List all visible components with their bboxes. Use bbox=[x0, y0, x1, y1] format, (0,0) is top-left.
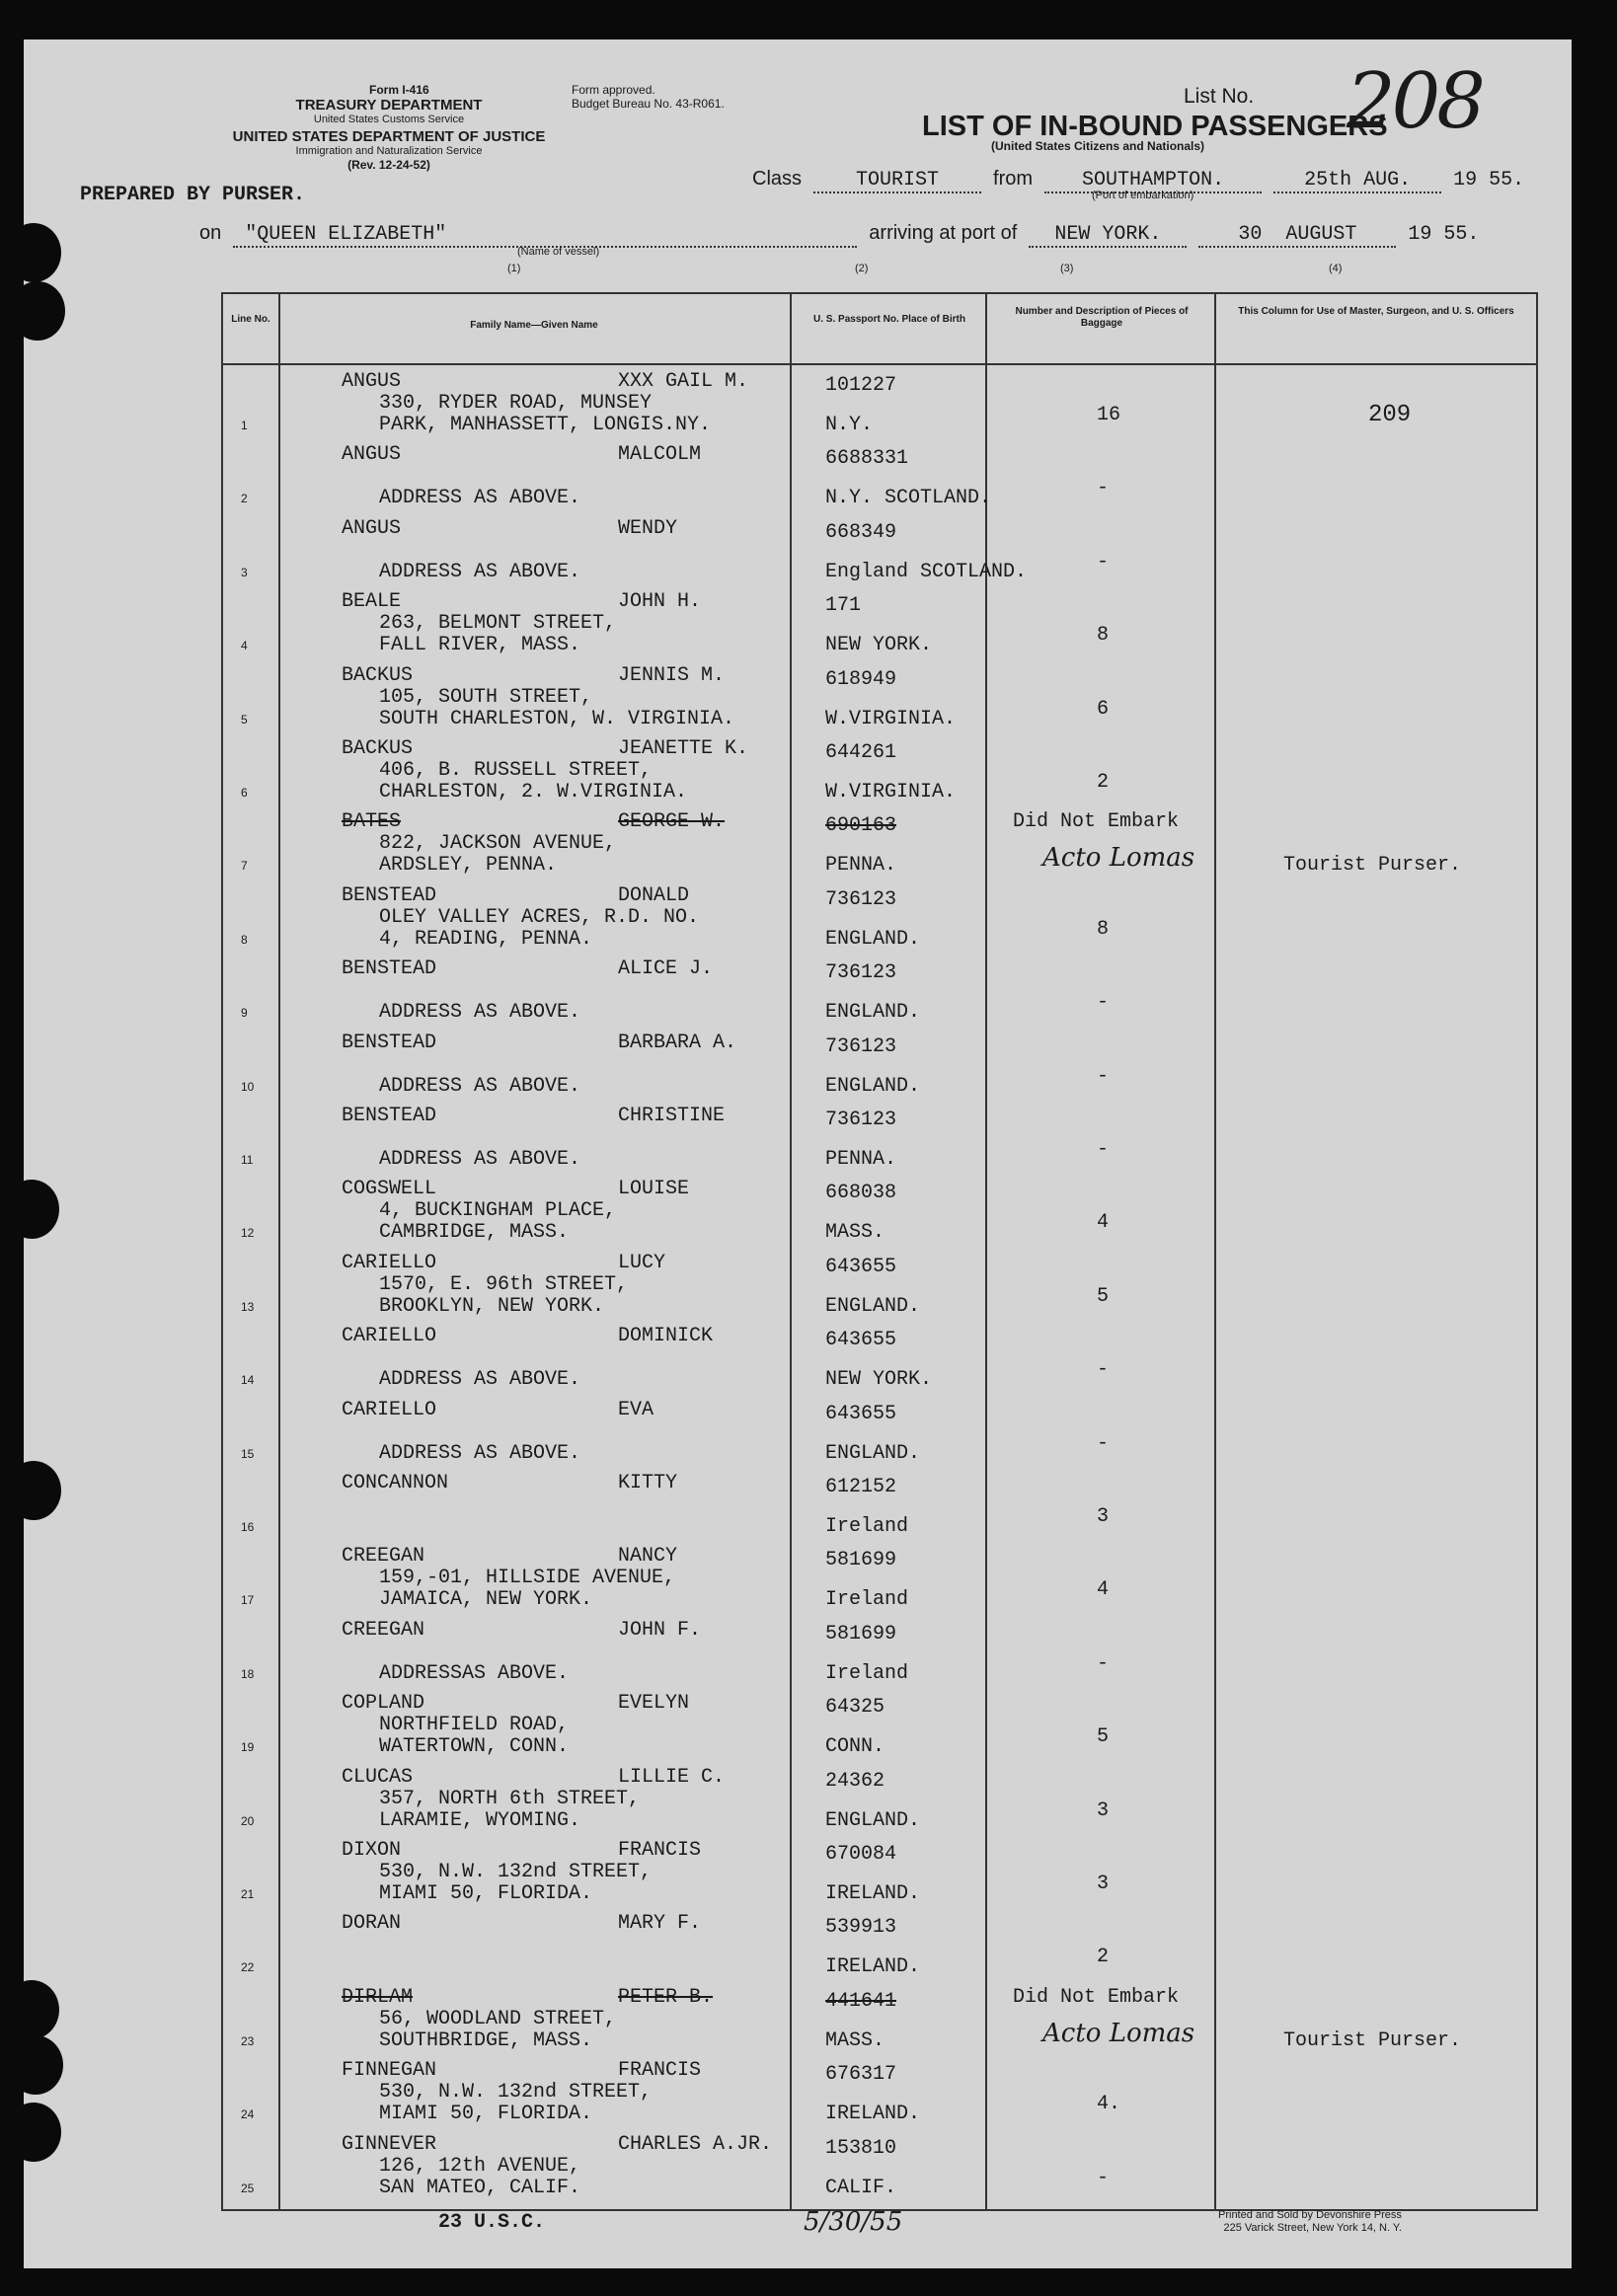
address-line-2: LARAMIE, WYOMING. bbox=[379, 1808, 581, 1832]
line-number: 10 bbox=[241, 1079, 255, 1094]
passport-number: 668349 bbox=[825, 520, 897, 544]
family-name: CARIELLO bbox=[342, 1325, 437, 1348]
line-number: 17 bbox=[241, 1593, 255, 1608]
punch-hole bbox=[24, 2103, 61, 2162]
baggage-count: - bbox=[1097, 550, 1110, 574]
line-number: 3 bbox=[241, 565, 248, 579]
baggage-count: - bbox=[1097, 1358, 1110, 1382]
col-divider bbox=[278, 294, 280, 2209]
passport-number: 644261 bbox=[825, 741, 897, 764]
from-label: from bbox=[993, 168, 1034, 190]
port-embarkation-label: (Port of embarkation) bbox=[1092, 190, 1194, 201]
col-divider bbox=[1214, 294, 1216, 2209]
punch-hole bbox=[24, 1180, 59, 1239]
statute-ref: 23 U.S.C. bbox=[438, 2211, 546, 2234]
baggage-count: 3 bbox=[1097, 1873, 1110, 1895]
address-line-1: 530, N.W. 132nd STREET, bbox=[379, 2081, 653, 2105]
col-divider bbox=[790, 294, 792, 2209]
col-header-passport: U. S. Passport No. Place of Birth bbox=[813, 314, 965, 325]
arriving-label: arriving at port of bbox=[869, 222, 1018, 244]
baggage-count: 4 bbox=[1097, 1578, 1110, 1602]
line-number: 11 bbox=[241, 1153, 254, 1167]
family-name: BEALE bbox=[342, 590, 402, 614]
approval-line-2: Budget Bureau No. 43-R061. bbox=[572, 97, 725, 111]
address-line-1: 330, RYDER ROAD, MUNSEY bbox=[379, 392, 653, 415]
page-title: LIST OF IN-BOUND PASSENGERS bbox=[922, 111, 1388, 142]
address-line-1: 56, WOODLAND STREET, bbox=[379, 2007, 617, 2030]
given-name: PETER B. bbox=[618, 1985, 714, 2009]
place-of-birth: PENNA. bbox=[825, 1148, 897, 1171]
dept-treasury: TREASURY DEPARTMENT bbox=[295, 97, 483, 114]
dept-justice-sub: Immigration and Naturalization Service bbox=[295, 145, 483, 157]
place-of-birth: Ireland bbox=[825, 1588, 909, 1612]
col-header-officers: This Column for Use of Master, Surgeon, and U. S. Officers bbox=[1238, 306, 1514, 317]
family-name: COPLAND bbox=[342, 1692, 425, 1716]
vessel-line bbox=[199, 222, 1479, 248]
punch-hole bbox=[24, 281, 65, 341]
family-name: ANGUS bbox=[342, 370, 402, 393]
address-line-2: BROOKLYN, NEW YORK. bbox=[379, 1294, 605, 1318]
address-line-1: 822, JACKSON AVENUE, bbox=[379, 832, 617, 856]
passport-number: 612152 bbox=[825, 1476, 897, 1498]
given-name: FRANCIS bbox=[618, 1839, 702, 1862]
given-name: DONALD bbox=[618, 883, 690, 907]
punch-hole bbox=[24, 2035, 63, 2095]
family-name: BENSTEAD bbox=[342, 957, 437, 981]
line-number: 8 bbox=[241, 932, 248, 947]
address-line-1: 105, SOUTH STREET, bbox=[379, 685, 593, 709]
passport-number: 736123 bbox=[825, 1109, 897, 1131]
passenger-table bbox=[221, 292, 1538, 2211]
address-line-2: SOUTH CHARLESTON, W. VIRGINIA. bbox=[379, 707, 735, 730]
line-number: 7 bbox=[241, 859, 248, 874]
given-name: EVA bbox=[618, 1398, 654, 1421]
passport-number: 670084 bbox=[825, 1843, 897, 1866]
place-of-birth: CONN. bbox=[825, 1735, 886, 1759]
place-of-birth: Ireland bbox=[825, 1661, 909, 1685]
address-line-2: MIAMI 50, FLORIDA. bbox=[379, 1882, 593, 1905]
arriving-port: NEW YORK. bbox=[1029, 223, 1187, 248]
col-header-name: Family Name—Given Name bbox=[470, 320, 598, 331]
passport-number: 581699 bbox=[825, 1549, 897, 1572]
line-number: 9 bbox=[241, 1006, 248, 1021]
place-of-birth: NEW YORK. bbox=[825, 1368, 933, 1392]
address-line-2: ADDRESS AS ABOVE. bbox=[379, 487, 581, 510]
baggage-count: 2 bbox=[1097, 1946, 1110, 1969]
address-line-1: 159,-01, HILLSIDE AVENUE, bbox=[379, 1567, 676, 1590]
line-number: 4 bbox=[241, 639, 248, 653]
form-approval bbox=[572, 83, 725, 111]
line-number: 1 bbox=[241, 419, 248, 432]
baggage-count: 5 bbox=[1097, 1725, 1110, 1749]
given-name: GEORGE W. bbox=[618, 810, 726, 834]
line-number: 5 bbox=[241, 712, 248, 727]
family-name: GINNEVER bbox=[342, 2132, 437, 2156]
handwritten-date: 5/30/55 bbox=[804, 2207, 903, 2237]
passport-number: 581699 bbox=[825, 1622, 897, 1645]
col-num-4: (4) bbox=[1329, 263, 1343, 274]
address-line-2: ADDRESS AS ABOVE. bbox=[379, 1148, 581, 1171]
address-line-2: ADDRESS AS ABOVE. bbox=[379, 1441, 581, 1465]
place-of-birth: N.Y. SCOTLAND. bbox=[825, 487, 992, 510]
given-name: JENNIS M. bbox=[618, 663, 726, 687]
family-name: CARIELLO bbox=[342, 1398, 437, 1421]
purser-signature: Acto Lomas bbox=[1042, 2018, 1195, 2048]
baggage-count: 3 bbox=[1097, 1799, 1110, 1822]
place-of-birth: W.VIRGINIA. bbox=[825, 707, 957, 730]
given-name: CHARLES A.JR. bbox=[618, 2132, 773, 2156]
col-header-baggage: Number and Description of Pieces of Baggage bbox=[1015, 306, 1189, 329]
baggage-count: 3 bbox=[1097, 1505, 1110, 1528]
baggage-count: Did Not Embark bbox=[1013, 810, 1180, 834]
baggage-count: - bbox=[1097, 1064, 1110, 1088]
family-name: BATES bbox=[342, 810, 402, 834]
given-name: JOHN F. bbox=[618, 1618, 702, 1642]
address-line-1: OLEY VALLEY ACRES, R.D. NO. bbox=[379, 905, 700, 929]
arriving-date: 30 AUGUST bbox=[1198, 223, 1396, 248]
passport-number: 643655 bbox=[825, 1402, 897, 1425]
passport-number: 101227 bbox=[825, 374, 897, 397]
baggage-count: 6 bbox=[1097, 697, 1110, 721]
baggage-count: - bbox=[1097, 477, 1110, 500]
printer-line-1: Printed and Sold by Devonshire Press bbox=[1218, 2209, 1402, 2221]
list-no-value: 208 bbox=[1347, 57, 1482, 146]
line-number: 23 bbox=[241, 2033, 255, 2048]
punch-hole bbox=[24, 223, 61, 282]
family-name: DIXON bbox=[342, 1839, 402, 1862]
col-num-3: (3) bbox=[1060, 263, 1074, 274]
address-line-2: WATERTOWN, CONN. bbox=[379, 1735, 570, 1759]
address-line-2: FALL RIVER, MASS. bbox=[379, 634, 581, 657]
passport-number: 441641 bbox=[825, 1989, 897, 2013]
punch-hole bbox=[24, 1980, 59, 2039]
purser-signature: Acto Lomas bbox=[1042, 843, 1195, 874]
page-subtitle: (United States Citizens and Nationals) bbox=[991, 139, 1205, 153]
printer-credit bbox=[1218, 2209, 1402, 2235]
address-line-2: MIAMI 50, FLORIDA. bbox=[379, 2103, 593, 2126]
given-name: XXX GAIL M. bbox=[618, 370, 749, 393]
address-line-2: ADDRESS AS ABOVE. bbox=[379, 560, 581, 583]
baggage-count: 4. bbox=[1097, 2093, 1121, 2116]
from-date: 25th AUG. bbox=[1273, 169, 1441, 193]
place-of-birth: IRELAND. bbox=[825, 1882, 921, 1905]
line-number: 2 bbox=[241, 492, 248, 506]
vessel-name: "QUEEN ELIZABETH" bbox=[233, 223, 857, 248]
baggage-count: - bbox=[1097, 2166, 1110, 2189]
place-of-birth: ENGLAND. bbox=[825, 1001, 921, 1025]
class-label: Class bbox=[752, 168, 803, 190]
baggage-count: - bbox=[1097, 1651, 1110, 1675]
given-name: EVELYN bbox=[618, 1692, 690, 1716]
passport-number: 539913 bbox=[825, 1916, 897, 1940]
baggage-count: - bbox=[1097, 991, 1110, 1015]
passport-number: 736123 bbox=[825, 1034, 897, 1058]
given-name: JEANETTE K. bbox=[618, 737, 749, 760]
manifest-page bbox=[24, 39, 1572, 2268]
address-line-1: 4, BUCKINGHAM PLACE, bbox=[379, 1199, 617, 1223]
prepared-by: PREPARED BY PURSER. bbox=[80, 184, 306, 206]
dept-treasury-sub: United States Customs Service bbox=[313, 114, 465, 125]
passport-number: 676317 bbox=[825, 2063, 897, 2087]
line-number: 22 bbox=[241, 1960, 255, 1975]
family-name: BENSTEAD bbox=[342, 1105, 437, 1127]
family-name: CARIELLO bbox=[342, 1251, 437, 1274]
given-name: FRANCIS bbox=[618, 2059, 702, 2083]
list-no-label: List No. bbox=[1184, 85, 1255, 108]
address-line-1: NORTHFIELD ROAD, bbox=[379, 1714, 570, 1737]
family-name: DORAN bbox=[342, 1912, 402, 1936]
family-name: BENSTEAD bbox=[342, 1031, 437, 1054]
passport-number: 64325 bbox=[825, 1696, 886, 1720]
officer-note: Tourist Purser. bbox=[1283, 854, 1462, 878]
address-line-1: 357, NORTH 6th STREET, bbox=[379, 1787, 641, 1810]
address-line-2: 4, READING, PENNA. bbox=[379, 927, 593, 951]
officer-note: Tourist Purser. bbox=[1283, 2028, 1462, 2052]
address-line-1: 530, N.W. 132nd STREET, bbox=[379, 1861, 653, 1883]
officer-note: 209 bbox=[1368, 402, 1412, 428]
address-line-2: ADDRESS AS ABOVE. bbox=[379, 1001, 581, 1025]
address-line-1: 126, 12th AVENUE, bbox=[379, 2154, 581, 2178]
given-name: MALCOLM bbox=[618, 443, 702, 467]
dept-justice: UNITED STATES DEPARTMENT OF JUSTICE bbox=[232, 128, 546, 145]
col-num-1: (1) bbox=[507, 263, 521, 274]
baggage-count: 5 bbox=[1097, 1284, 1110, 1308]
passport-number: 171 bbox=[825, 594, 862, 618]
baggage-count: - bbox=[1097, 1431, 1110, 1455]
baggage-count: Did Not Embark bbox=[1013, 1985, 1180, 2009]
place-of-birth: W.VIRGINIA. bbox=[825, 781, 957, 804]
line-number: 24 bbox=[241, 2107, 255, 2122]
given-name: NANCY bbox=[618, 1545, 678, 1569]
passport-number: 6688331 bbox=[825, 447, 909, 471]
family-name: FINNEGAN bbox=[342, 2059, 437, 2083]
address-line-1: 263, BELMONT STREET, bbox=[379, 612, 617, 636]
line-number: 15 bbox=[241, 1446, 255, 1461]
address-line-2: SAN MATEO, CALIF. bbox=[379, 2176, 581, 2199]
address-line-2: ARDSLEY, PENNA. bbox=[379, 854, 558, 878]
col-header-line-no: Line No. bbox=[231, 314, 270, 325]
address-line-2: ADDRESS AS ABOVE. bbox=[379, 1074, 581, 1098]
line-number: 21 bbox=[241, 1887, 255, 1901]
vessel-label: (Name of vessel) bbox=[517, 246, 600, 258]
line-number: 14 bbox=[241, 1373, 255, 1388]
family-name: CREEGAN bbox=[342, 1618, 425, 1642]
line-number: 18 bbox=[241, 1666, 255, 1681]
family-name: CLUCAS bbox=[342, 1765, 414, 1789]
class-value: TOURIST bbox=[813, 169, 981, 193]
place-of-birth: ENGLAND. bbox=[825, 1294, 921, 1318]
place-of-birth: IRELAND. bbox=[825, 2103, 921, 2126]
given-name: LUCY bbox=[618, 1251, 666, 1274]
address-line-1: 1570, E. 96th STREET, bbox=[379, 1272, 629, 1296]
from-value: SOUTHAMPTON. bbox=[1044, 169, 1262, 193]
punch-hole bbox=[24, 1461, 61, 1520]
address-line-1: 406, B. RUSSELL STREET, bbox=[379, 759, 653, 782]
address-line-2: CHARLESTON, 2. W.VIRGINIA. bbox=[379, 781, 688, 804]
family-name: CREEGAN bbox=[342, 1545, 425, 1569]
line-number: 13 bbox=[241, 1299, 255, 1314]
address-line-2: ADDRESS AS ABOVE. bbox=[379, 1368, 581, 1392]
baggage-count: 8 bbox=[1097, 624, 1110, 648]
line-number: 6 bbox=[241, 786, 248, 800]
place-of-birth: ENGLAND. bbox=[825, 1074, 921, 1098]
passport-number: 153810 bbox=[825, 2136, 897, 2160]
place-of-birth: MASS. bbox=[825, 2028, 886, 2052]
baggage-count: 8 bbox=[1097, 917, 1110, 941]
address-line-2: CAMBRIDGE, MASS. bbox=[379, 1221, 570, 1245]
family-name: DIRLAM bbox=[342, 1985, 414, 2009]
from-year: 19 55. bbox=[1453, 169, 1525, 191]
baggage-count: 4 bbox=[1097, 1211, 1110, 1235]
passport-number: 736123 bbox=[825, 961, 897, 985]
place-of-birth: England SCOTLAND. bbox=[825, 560, 1028, 583]
place-of-birth: N.Y. bbox=[825, 414, 874, 436]
family-name: ANGUS bbox=[342, 443, 402, 467]
revision: (Rev. 12-24-52) bbox=[347, 158, 430, 172]
passport-number: 618949 bbox=[825, 667, 897, 691]
given-name: MARY F. bbox=[618, 1912, 702, 1936]
family-name: CONCANNON bbox=[342, 1472, 449, 1494]
header-divider bbox=[223, 363, 1536, 365]
baggage-count: 16 bbox=[1097, 404, 1121, 426]
form-id: Form I-416 bbox=[369, 83, 429, 97]
given-name: JOHN H. bbox=[618, 590, 702, 614]
address-line-2: SOUTHBRIDGE, MASS. bbox=[379, 2028, 593, 2052]
passport-number: 643655 bbox=[825, 1329, 897, 1352]
line-number: 25 bbox=[241, 2181, 255, 2195]
place-of-birth: PENNA. bbox=[825, 854, 897, 878]
given-name: BARBARA A. bbox=[618, 1031, 737, 1054]
place-of-birth: ENGLAND. bbox=[825, 1441, 921, 1465]
family-name: COGSWELL bbox=[342, 1178, 437, 1201]
given-name: KITTY bbox=[618, 1472, 678, 1494]
place-of-birth: ENGLAND. bbox=[825, 927, 921, 951]
given-name: LILLIE C. bbox=[618, 1765, 726, 1789]
department-header bbox=[172, 99, 606, 172]
approval-line-1: Form approved. bbox=[572, 83, 655, 97]
family-name: BENSTEAD bbox=[342, 883, 437, 907]
line-number: 12 bbox=[241, 1226, 255, 1241]
given-name: WENDY bbox=[618, 516, 678, 540]
address-line-2: PARK, MANHASSETT, LONGIS.NY. bbox=[379, 414, 712, 436]
line-number: 19 bbox=[241, 1740, 255, 1755]
printer-line-2: 225 Varick Street, New York 14, N. Y. bbox=[1223, 2222, 1402, 2234]
arriving-year: 19 55. bbox=[1408, 223, 1480, 246]
place-of-birth: IRELAND. bbox=[825, 1955, 921, 1979]
passport-number: 736123 bbox=[825, 887, 897, 911]
baggage-count: 2 bbox=[1097, 771, 1110, 794]
given-name: CHRISTINE bbox=[618, 1105, 726, 1127]
line-number: 20 bbox=[241, 1813, 255, 1828]
address-line-2: JAMAICA, NEW YORK. bbox=[379, 1588, 593, 1612]
family-name: ANGUS bbox=[342, 516, 402, 540]
passport-number: 24362 bbox=[825, 1769, 886, 1793]
baggage-count: - bbox=[1097, 1138, 1110, 1161]
given-name: DOMINICK bbox=[618, 1325, 714, 1348]
given-name: ALICE J. bbox=[618, 957, 714, 981]
line-number: 16 bbox=[241, 1520, 255, 1534]
place-of-birth: Ireland bbox=[825, 1515, 909, 1538]
passport-number: 668038 bbox=[825, 1182, 897, 1205]
given-name: LOUISE bbox=[618, 1178, 690, 1201]
passport-number: 643655 bbox=[825, 1255, 897, 1278]
place-of-birth: NEW YORK. bbox=[825, 634, 933, 657]
place-of-birth: ENGLAND. bbox=[825, 1808, 921, 1832]
address-line-2: ADDRESSAS ABOVE. bbox=[379, 1661, 570, 1685]
passport-number: 690163 bbox=[825, 814, 897, 838]
col-num-2: (2) bbox=[855, 263, 869, 274]
family-name: BACKUS bbox=[342, 737, 414, 760]
on-label: on bbox=[199, 222, 222, 244]
family-name: BACKUS bbox=[342, 663, 414, 687]
place-of-birth: CALIF. bbox=[825, 2176, 897, 2199]
place-of-birth: MASS. bbox=[825, 1221, 886, 1245]
